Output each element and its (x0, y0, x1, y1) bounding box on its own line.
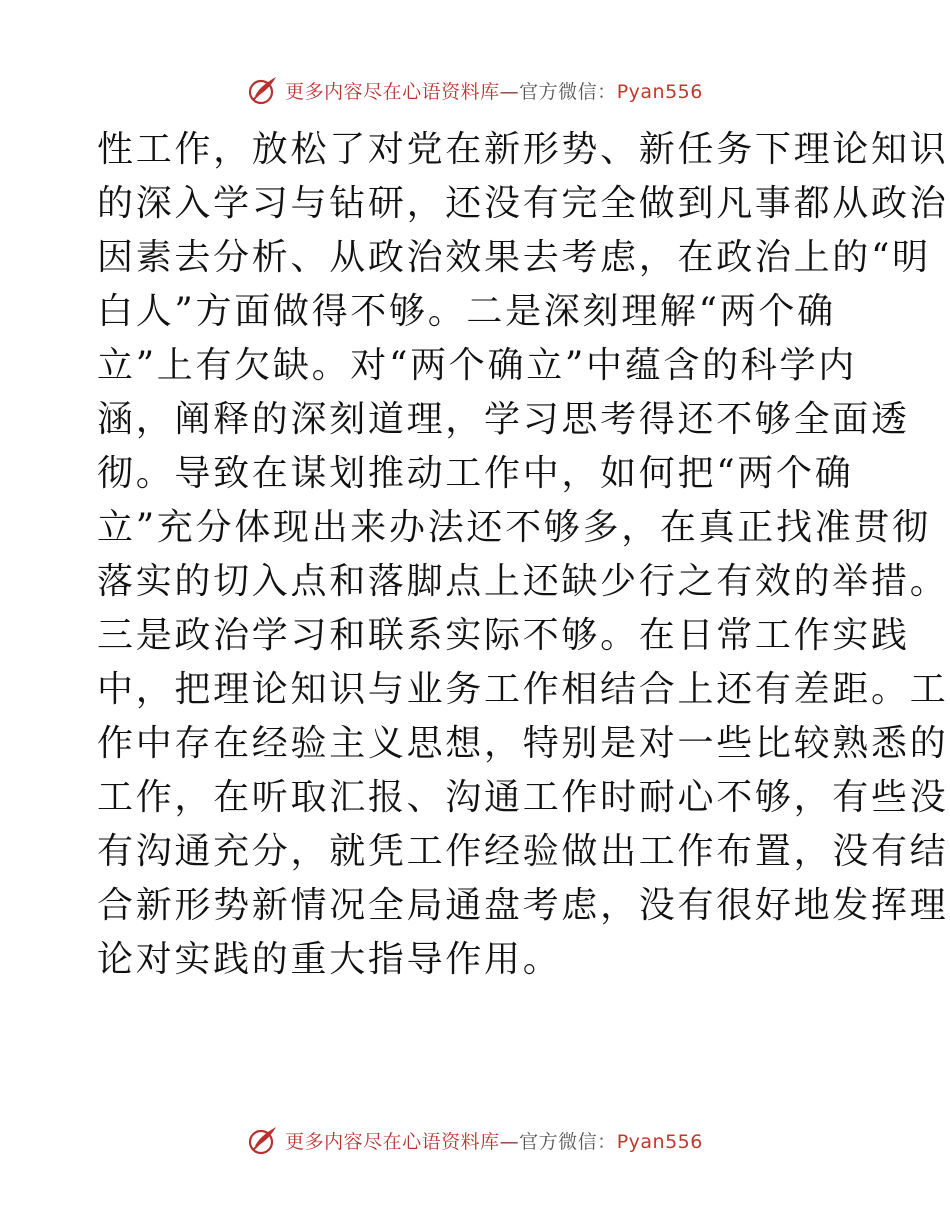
text-line: 落实的切入点和落脚点上还缺少行之有效的举措。 (97, 561, 949, 602)
watermark-text (285, 77, 703, 104)
feather-quill-icon (247, 1124, 279, 1156)
text-line: 立”充分体现出来办法还不够多，在真正找准贯彻 (97, 507, 931, 548)
document-body (97, 123, 949, 987)
watermark-dash: — (499, 1130, 520, 1153)
watermark-wechat-label: 官方微信： (519, 1130, 617, 1153)
text-line: 工作，在听取汇报、沟通工作时耐心不够，有些没 (97, 777, 949, 818)
text-line: 中，把理论知识与业务工作相结合上还有差距。工 (97, 669, 949, 710)
text-line: 涵，阐释的深刻道理，学习思考得还不够全面透 (97, 399, 910, 440)
text-line: 合新形势新情况全局通盘考虑，没有很好地发挥理 (97, 885, 949, 926)
text-line: 白人”方面做得不够。二是深刻理解“两个确 (97, 291, 836, 332)
watermark-wechat-id: Pyan556 (616, 80, 703, 103)
text-line: 因素去分析、从政治效果去考虑，在政治上的“明 (97, 237, 931, 278)
text-line: 论对实践的重大指导作用。 (97, 939, 562, 980)
feather-quill-icon (247, 74, 279, 106)
watermark-site: 更多内容尽在心语资料库 (285, 1130, 500, 1153)
watermark-text (285, 1127, 703, 1154)
text-line: 作中存在经验主义思想，特别是对一些比较熟悉的 (97, 723, 949, 764)
text-line: 性工作，放松了对党在新形势、新任务下理论知识 (97, 129, 949, 170)
header-watermark (0, 70, 950, 110)
footer-watermark (0, 1120, 950, 1160)
watermark-wechat-label: 官方微信： (519, 80, 617, 103)
text-line: 的深入学习与钻研，还没有完全做到凡事都从政治 (97, 183, 949, 224)
text-line: 彻。导致在谋划推动工作中，如何把“两个确 (97, 453, 854, 494)
text-line: 立”上有欠缺。对“两个确立”中蕴含的科学内 (97, 345, 857, 386)
watermark-wechat-id: Pyan556 (616, 1130, 703, 1153)
watermark-dash: — (499, 80, 520, 103)
text-line: 三是政治学习和联系实际不够。在日常工作实践 (97, 615, 910, 656)
watermark-site: 更多内容尽在心语资料库 (285, 80, 500, 103)
text-line: 有沟通充分，就凭工作经验做出工作布置，没有结 (97, 831, 949, 872)
